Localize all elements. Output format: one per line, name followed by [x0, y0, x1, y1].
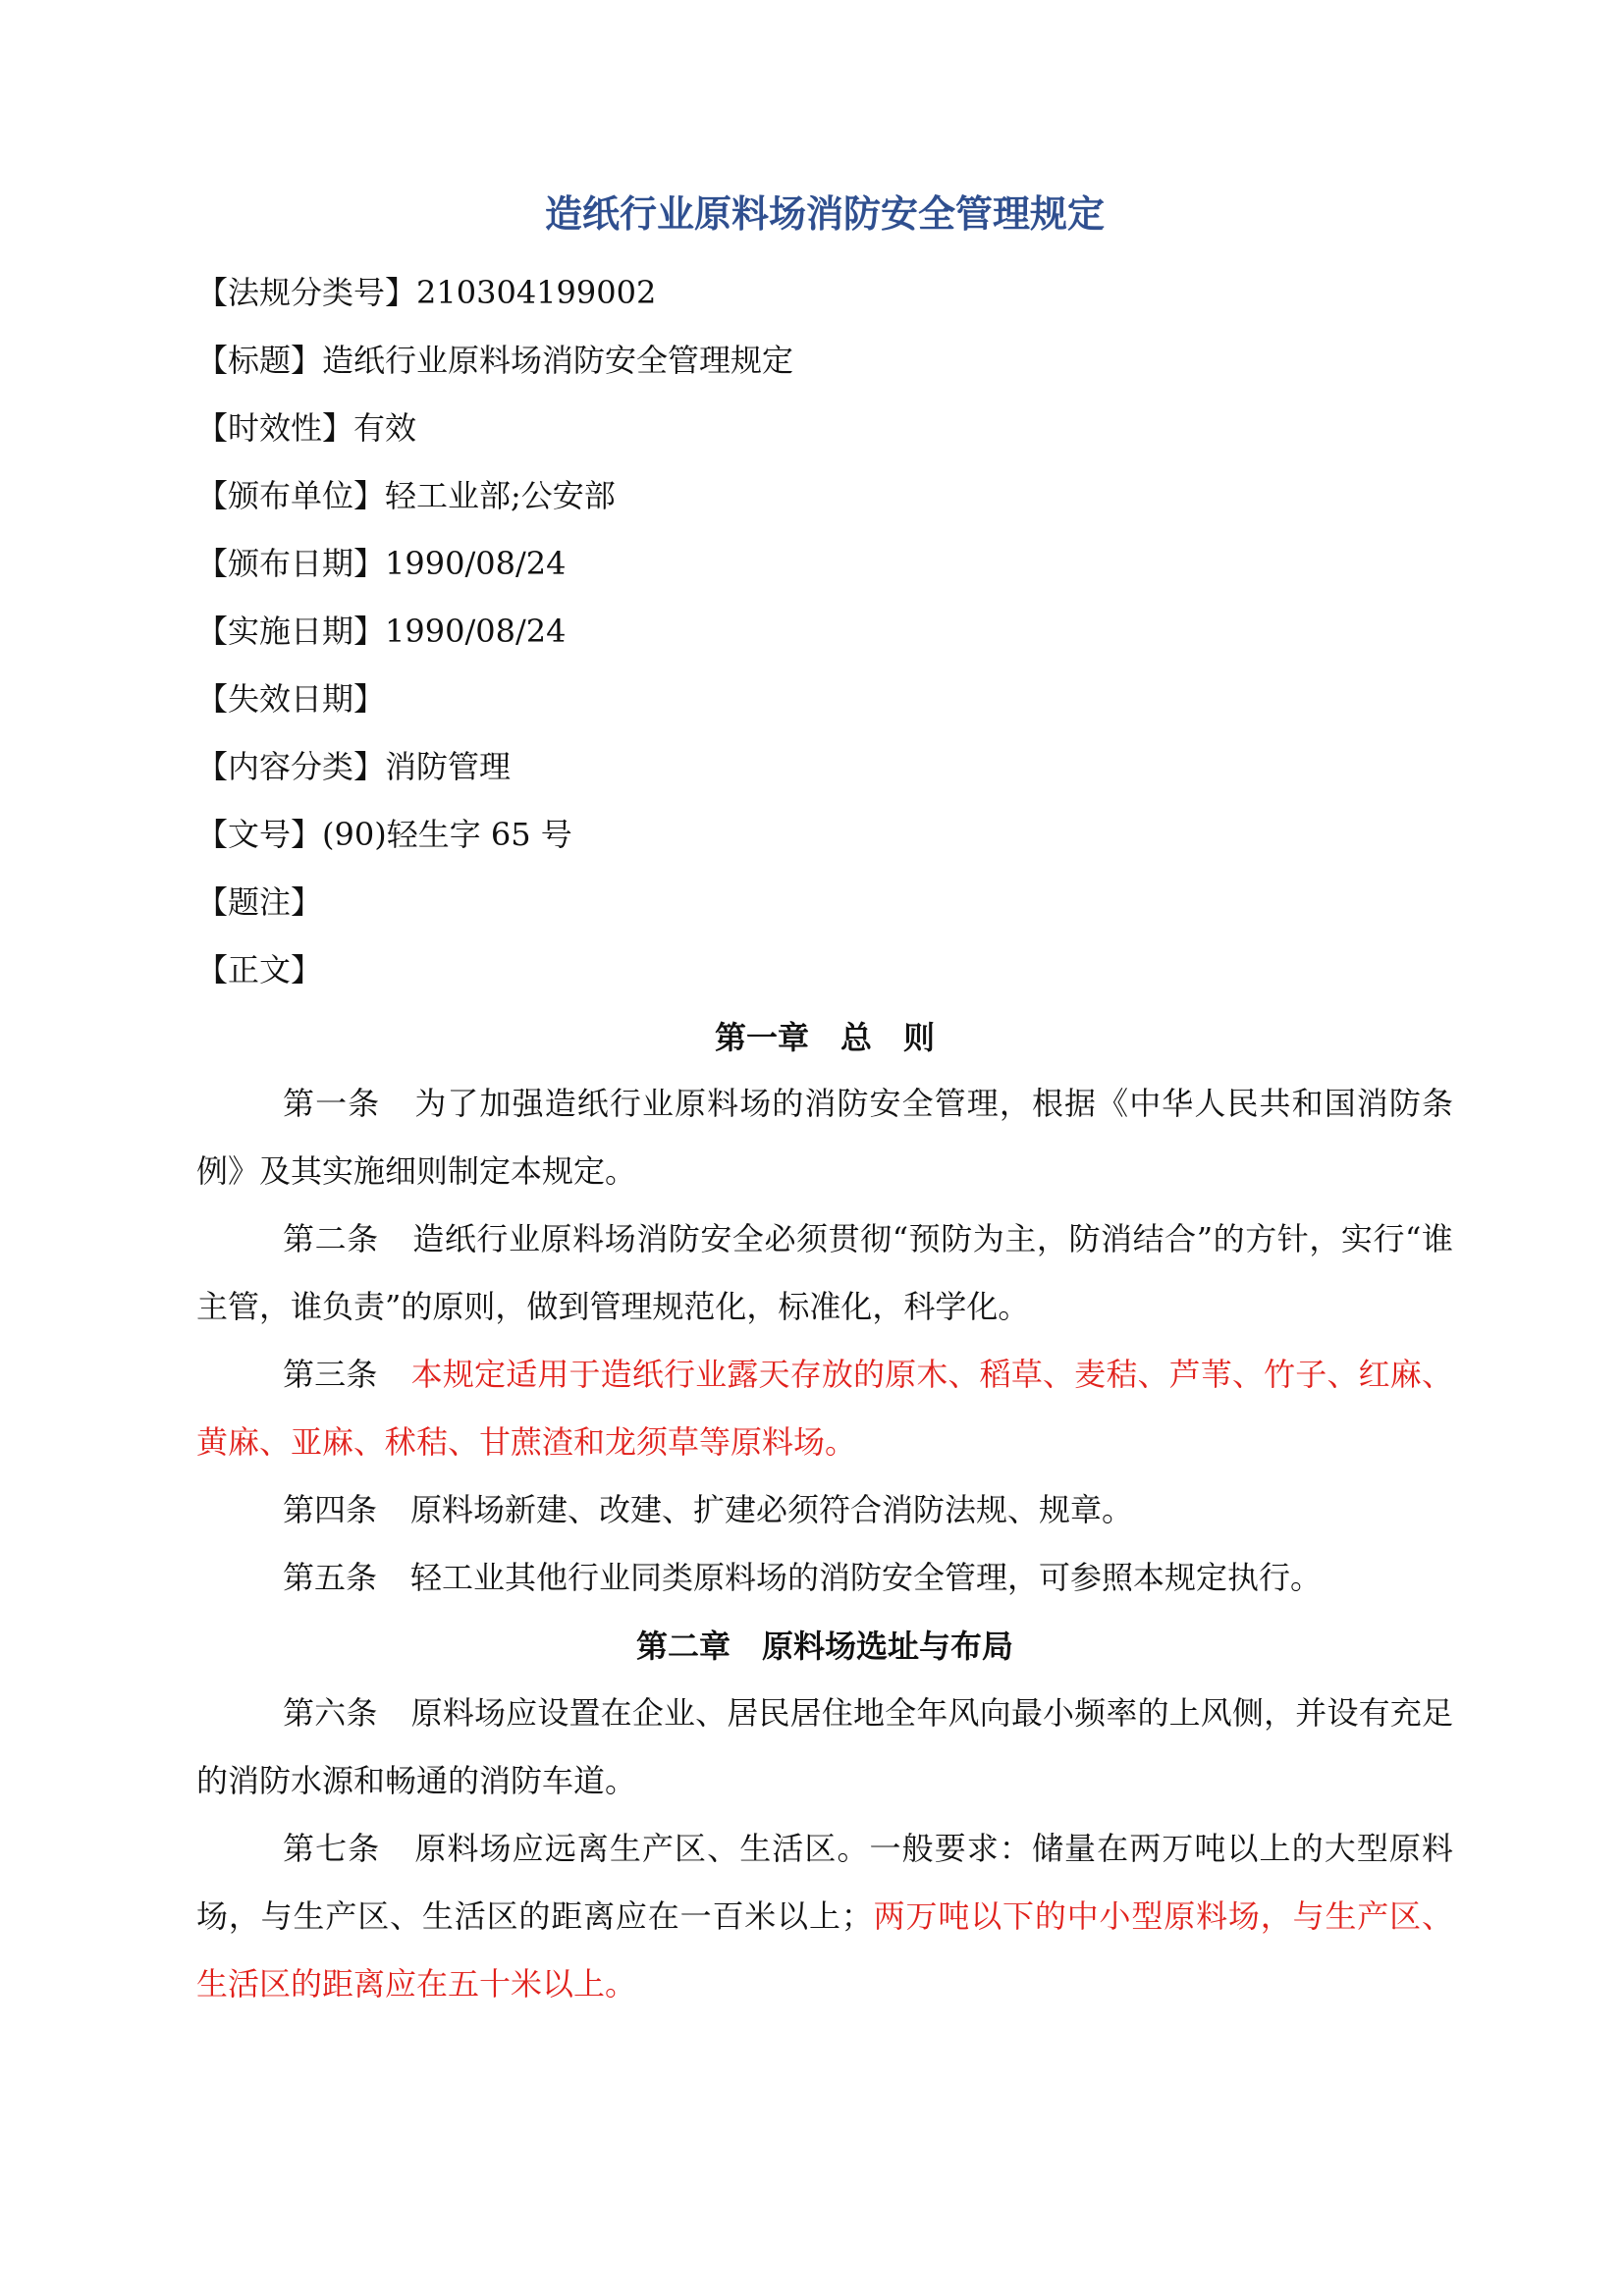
- meta-body-heading: [196, 945, 322, 994]
- meta-classification-number: [196, 268, 656, 317]
- meta-issue-date: [196, 539, 566, 588]
- article-text: 轻工业其他行业同类原料场的消防安全管理，可参照本规定执行。: [410, 1559, 1323, 1596]
- article-text: 原料场新建、改建、扩建必须符合消防法规、规章。: [410, 1491, 1134, 1528]
- meta-value: 1990/08/24: [385, 613, 567, 650]
- article-label: 第一条: [283, 1085, 381, 1122]
- meta-value: (90)轻生字 65 号: [322, 816, 572, 853]
- meta-key: 【失效日期】: [196, 680, 386, 718]
- meta-key: 【内容分类】: [196, 748, 386, 785]
- meta-key: 【文号】: [196, 816, 323, 853]
- meta-key: 【颁布单位】: [196, 477, 386, 514]
- chapter-heading: 第一章 总 则: [714, 1019, 935, 1056]
- article-text: 原料场应远离生产区、生活区。一般要求：储量在两万吨以上的大型原料场，与生产区、生活区的距离应在一百米以上；: [196, 1830, 1453, 1935]
- article-label: 第二条: [283, 1220, 379, 1257]
- article-2: [196, 1205, 1453, 1341]
- meta-issuing-authority: [196, 471, 616, 520]
- article-3: [196, 1341, 1453, 1476]
- article-7: [196, 1815, 1453, 2018]
- meta-effective-date: [196, 607, 566, 656]
- article-label: 第四条: [283, 1491, 378, 1528]
- article-text: 原料场应设置在企业、居民居住地全年风向最小频率的上风侧，并设有充足的消防水源和畅通的消防车道。: [196, 1694, 1453, 1799]
- article-text: 为了加强造纸行业原料场的消防安全管理，根据《中华人民共和国消防条例》及其实施细则制定本规定。: [196, 1085, 1453, 1190]
- meta-key: 【颁布日期】: [196, 545, 386, 582]
- meta-expiry-date: [196, 674, 385, 723]
- document-title: 造纸行业原料场消防安全管理规定: [544, 192, 1105, 236]
- meta-value: 消防管理: [385, 748, 512, 785]
- article-highlight-text: 两万吨以下的中小型原料场，与生产区、生活区的距离应在五十米以上。: [196, 1897, 1453, 2002]
- meta-value: 1990/08/24: [385, 545, 567, 582]
- article-1: [196, 1070, 1453, 1205]
- meta-value: 有效: [353, 409, 417, 447]
- meta-key: 【时效性】: [196, 409, 354, 447]
- article-label: 第七条: [283, 1830, 381, 1867]
- meta-key: 【实施日期】: [196, 613, 386, 650]
- meta-validity: [196, 403, 416, 453]
- meta-value: 210304199002: [416, 274, 657, 311]
- meta-key: 【法规分类号】: [196, 274, 417, 311]
- article-highlight-text: 本规定适用于造纸行业露天存放的原木、稻草、麦秸、芦苇、竹子、红麻、黄麻、亚麻、秫秸、甘蔗渣和龙须草等原料场。: [196, 1356, 1453, 1461]
- meta-annotation: [196, 878, 322, 927]
- chapter-heading: 第二章 原料场选址与布局: [635, 1628, 1013, 1665]
- meta-title: [196, 336, 793, 385]
- meta-value: 造纸行业原料场消防安全管理规定: [322, 342, 794, 379]
- article-text: 造纸行业原料场消防安全必须贯彻“预防为主，防消结合”的方针，实行“谁主管，谁负责”的原则，做到管理规范化，标准化，科学化。: [196, 1220, 1453, 1325]
- article-label: 第五条: [283, 1559, 378, 1596]
- article-6: [196, 1680, 1453, 1815]
- meta-key: 【题注】: [196, 883, 323, 921]
- article-label: 第三条: [283, 1356, 378, 1393]
- article-5: [196, 1544, 1453, 1612]
- meta-key: 【正文】: [196, 951, 323, 988]
- meta-key: 【标题】: [196, 342, 323, 379]
- article-4: [196, 1476, 1453, 1544]
- meta-value: 轻工业部;公安部: [385, 477, 616, 514]
- article-label: 第六条: [283, 1694, 378, 1732]
- meta-content-category: [196, 742, 511, 791]
- meta-document-number: [196, 810, 572, 859]
